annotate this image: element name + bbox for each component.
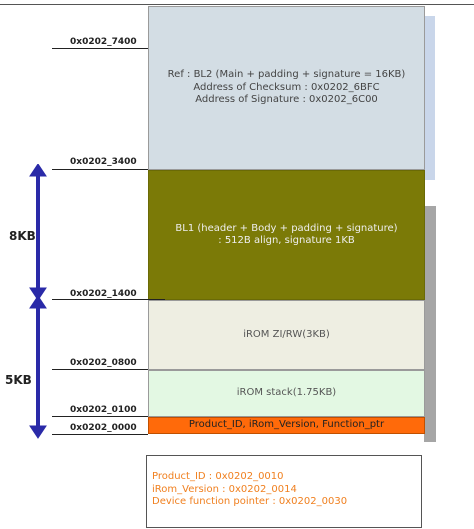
irom-zi-rw-label: iROM ZI/RW(3KB)	[243, 328, 330, 340]
address-tick	[52, 416, 148, 417]
address-tick	[52, 48, 148, 49]
upper-arrow-head	[30, 164, 46, 176]
signature-address-label: Address of Signature : 0x0202_6C00	[195, 94, 378, 106]
lower-arrow-tail	[30, 426, 46, 438]
irom-stack-label: iROM stack(1.75KB)	[236, 387, 337, 399]
address-label: 0x0202_7400	[70, 37, 137, 47]
size-5kb-label: 5KB	[5, 373, 32, 387]
address-tick	[52, 299, 165, 300]
size-8kb-label: 8KB	[9, 229, 36, 243]
checksum-address-label: Address of Checksum : 0x0202_6BFC	[193, 81, 380, 93]
irom-stack-block	[148, 370, 425, 417]
product-info-block	[148, 417, 425, 434]
address-tick	[52, 169, 148, 170]
address-tick	[52, 369, 148, 370]
bl1-label: BL1 (header + Body + padding + signature)	[175, 222, 398, 234]
bl1-block	[148, 170, 425, 300]
bl2-label: Ref : BL2 (Main + padding + signature = 16KB)	[167, 69, 406, 81]
legend-function-pointer: Device function pointer : 0x0202_0030	[152, 496, 348, 507]
size-arrows	[26, 164, 52, 440]
address-label: 0x0202_1400	[70, 289, 137, 299]
legend-irom-version: iRom_Version : 0x0202_0014	[152, 483, 297, 495]
memory-shadow	[424, 206, 436, 442]
bl2-shadow	[424, 16, 435, 180]
address-tick	[52, 434, 148, 435]
legend-product-id: Product_ID : 0x0202_0010	[152, 471, 284, 482]
bl1-align-label: : 512B align, signature 1KB	[218, 235, 355, 246]
lower-arrow-head	[30, 296, 46, 308]
address-label: 0x0202_0800	[70, 358, 137, 368]
top-rule	[0, 4, 474, 5]
address-label: 0x0202_3400	[70, 157, 137, 167]
bl2-ref-block	[148, 6, 425, 170]
address-label: 0x0202_0100	[70, 405, 137, 415]
product-info-label: Product_ID, iRom_Version, Function_ptr	[188, 419, 385, 431]
irom-zi-rw-block	[148, 300, 425, 370]
legend-box	[146, 455, 422, 528]
address-label: 0x0202_0000	[70, 423, 137, 433]
